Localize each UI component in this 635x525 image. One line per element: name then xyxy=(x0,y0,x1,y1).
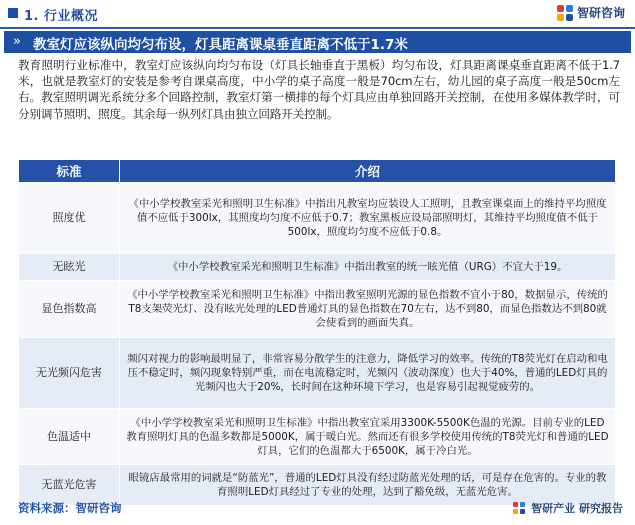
footer-brand-text: 智研产业 研究报告 xyxy=(531,502,623,515)
description-cell: 《中小学校教室采光和照明卫生标准》中指出教室的统一眩光值（URG）不宜大于19。 xyxy=(120,254,616,281)
description-cell: 《中小学学校教室采光和照明卫生标准》中指出教室照明光源的显色指数不宜小于80，数据显示，传统的T8支架荧光灯、没有眩光处理的LED普通灯具的显色指数在70左右，达不到80，而显色指数达不到80就会使看到的画面失真。 xyxy=(120,281,616,338)
brand-name: 智研咨询 xyxy=(576,6,625,20)
table-row xyxy=(19,183,616,254)
standard-cell: 无蓝光危害 xyxy=(19,465,120,506)
standard-cell: 无光频闪危害 xyxy=(19,338,120,409)
page-header xyxy=(0,0,635,26)
standard-cell: 无眩光 xyxy=(19,254,120,281)
double-chevron-icon: » xyxy=(13,34,21,49)
section-title: 1. 行业概况 xyxy=(24,9,99,24)
description-cell: 频闪对视力的影响最明显了，非常容易分散学生的注意力，降低学习的效率。传统的T8荧光灯在启动和电压不稳定时，频闪现象特别严重，而在电流稳定时，光频闪（波动深度）也大于40%，普通的LED灯具的光频闪也大于20%，长时间在这种环境下学习，也是容易引起视觉疲劳的。 xyxy=(120,338,616,409)
column-header-standard: 标准 xyxy=(19,160,120,183)
topic-banner xyxy=(4,31,631,53)
standard-cell: 显色指数高 xyxy=(19,281,120,338)
source-note: 资料来源：智研咨询 xyxy=(18,501,122,515)
intro-paragraph: 教育照明行业标准中，教室灯应该纵向均匀布设（灯具长轴垂直于黑板）均匀布设，灯具距离课桌垂直距离不低于1.7米，也就是教室灯的安装是参考自课桌高度，中小学的桌子高度一般是70cm左右，幼儿园的桌子高度一般是50cm左右。教室照明调光系统分多个回路控制，教室灯第一横排的每个灯具应由单独回路开关控制，在使用多媒体教学时，可分别调节照明、照度。其余每一纵列灯具由独立回路开关控制。 xyxy=(18,58,620,121)
brand-logo xyxy=(557,4,625,21)
description-cell: 眼镜店最常用的词就是“防蓝光”，普通的LED灯具没有经过防蓝光处理的话，可是存在危害的。专业的教育照明LED灯具经过了专业的处理，达到了豁免级，无蓝光危害。 xyxy=(120,465,616,506)
table-header-row xyxy=(19,160,616,183)
standard-cell: 照度优 xyxy=(19,183,120,254)
table-row xyxy=(19,409,616,465)
table-row xyxy=(19,281,616,338)
table-row xyxy=(19,254,616,281)
header-divider xyxy=(0,27,635,29)
description-cell: 《中小学学校教室采光和照明卫生标准》中指出教室宜采用3300K-5500K色温的光源。目前专业的LED教育照明灯具的色温多数都是5000K，属于暖白光。然而还有很多学校使用传统的T8荧光灯和普通的LED灯具，它们的色温都大于6500K，属于冷白光。 xyxy=(120,409,616,465)
footer-brand xyxy=(513,500,623,516)
table-row xyxy=(19,338,616,409)
brand-logo-icon xyxy=(557,5,573,21)
column-header-intro: 介绍 xyxy=(120,160,616,183)
standard-cell: 色温适中 xyxy=(19,409,120,465)
description-cell: 《中小学校教室采光和照明卫生标准》中指出凡教室均应装设人工照明，且教室课桌面上的维持平均照度值不应低于300lx，其照度均匀度不应低于0.7；教室黑板应设局部照明灯，其维持平均照度值不低于500lx，照度均匀度不应低于0.8。 xyxy=(120,183,616,254)
standards-table xyxy=(18,159,616,506)
footer-logo-icon xyxy=(513,502,525,514)
banner-title: 教室灯应该纵向均匀布设，灯具距离课桌垂直距离不低于1.7米 xyxy=(33,37,408,53)
section-square-icon xyxy=(8,8,18,18)
